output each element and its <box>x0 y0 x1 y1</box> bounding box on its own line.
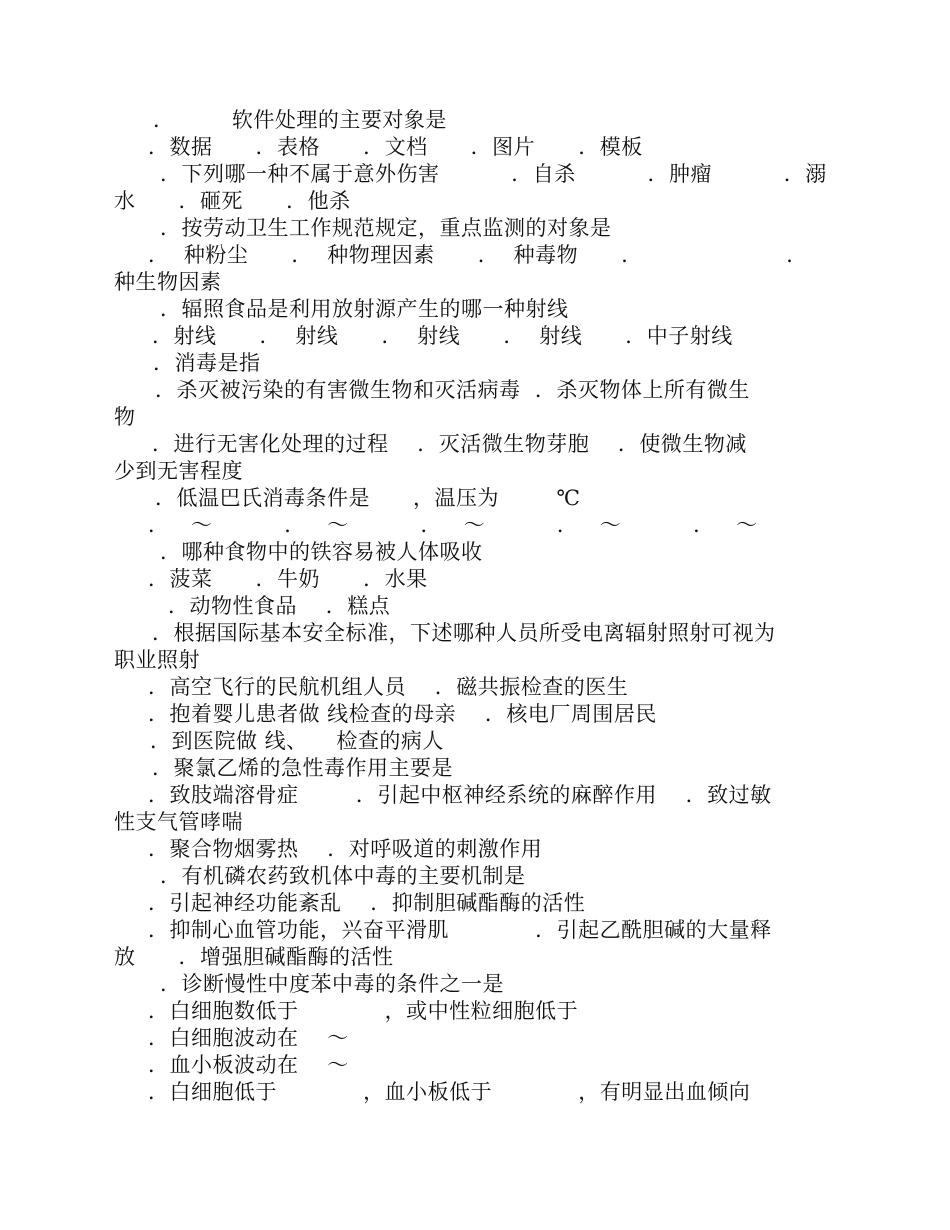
question-6-stem: ．低温巴氏消毒条件是 ，温压为 ℃ <box>155 486 581 510</box>
question-8-options-3: ．到医院做 线、 检查的病人 <box>150 729 444 753</box>
question-2-stem: ．下列哪一种不属于意外伤害 ．自杀 ．肿瘤 ．溺 <box>160 162 827 186</box>
question-4-stem: ．辐照食品是利用放射源产生的哪一种射线 <box>160 297 569 321</box>
question-11-option-b: ．白细胞波动在 ～ <box>148 1026 349 1050</box>
question-3-stem: ．按劳动卫生工作规范规定，重点监测的对象是 <box>160 216 612 240</box>
question-9-options: ．致肢端溶骨症 ．引起中枢神经系统的麻醉作用 ．致过敏 <box>148 783 772 807</box>
question-8-stem: ．根据国际基本安全标准，下述哪种人员所受电离辐射照射可视为 <box>152 621 776 645</box>
question-7-options: ．菠菜 ．牛奶 ．水果 <box>148 567 428 591</box>
question-5-options-2: ．进行无害化处理的过程 ．灭活微生物芽胞 ．使微生物减 <box>152 432 747 456</box>
question-2-options-cont: 水 ．砸死 ．他杀 <box>114 189 351 213</box>
question-1-stem: ． 软件处理的主要对象是 <box>153 108 447 132</box>
question-8-options: ．高空飞行的民航机组人员 ．磁共振检查的医生 <box>148 675 629 699</box>
question-9-stem: ．聚氯乙烯的急性毒作用主要是 <box>152 756 453 780</box>
question-4-options: ．射线 ． 射线 ． 射线 ． 射线 ．中子射线 <box>152 324 733 348</box>
question-11-option-a: ．白细胞数低于 ，或中性粒细胞低于 <box>148 999 579 1023</box>
question-10-options-2: ．抑制心血管功能，兴奋平滑肌 ．引起乙酰胆碱的大量释 <box>148 918 772 942</box>
question-10-stem: ．有机磷农药致机体中毒的主要机制是 <box>160 864 526 888</box>
question-5-options-cont: 物 <box>114 405 136 429</box>
question-8-options-2: ．抱着婴儿患者做 线检查的母亲 ．核电厂周围居民 <box>148 702 657 726</box>
question-11-stem: ．诊断慢性中度苯中毒的条件之一是 <box>160 972 504 996</box>
question-3-options-cont: 种生物因素 <box>114 270 222 294</box>
question-5-options-2-cont: 少到无害程度 <box>114 459 243 483</box>
question-10-options: ．引起神经功能紊乱 ．抑制胆碱酯酶的活性 <box>148 891 586 915</box>
question-3-options: ． 种粉尘 ． 种物理因素 ． 种毒物 ． ． <box>148 243 808 267</box>
question-6-options: ． ～ ． ～ ． ～ ． ～ ． ～ <box>148 513 758 537</box>
question-7-options-2: ．动物性食品 ．糕点 <box>168 594 391 618</box>
question-11-option-d: ．白细胞低于 ，血小板低于 ，有明显出血倾向 <box>148 1080 751 1104</box>
question-1-options: ．数据 ．表格 ．文档 ．图片 ．模板 <box>148 135 643 159</box>
question-7-stem: ．哪种食物中的铁容易被人体吸收 <box>160 540 483 564</box>
question-8-stem-cont: 职业照射 <box>114 648 200 672</box>
question-5-stem: ．消毒是指 <box>153 351 261 375</box>
question-10-options-2-cont: 放 ．增强胆碱酯酶的活性 <box>114 945 394 969</box>
question-9-options-2: ．聚合物烟雾热 ．对呼吸道的刺激作用 <box>148 837 543 861</box>
question-9-options-cont: 性支气管哮喘 <box>114 810 243 834</box>
question-11-option-c: ．血小板波动在 ～ <box>148 1053 349 1077</box>
question-5-options: ．杀灭被污染的有害微生物和灭活病毒 ．杀灭物体上所有微生 <box>155 378 750 402</box>
